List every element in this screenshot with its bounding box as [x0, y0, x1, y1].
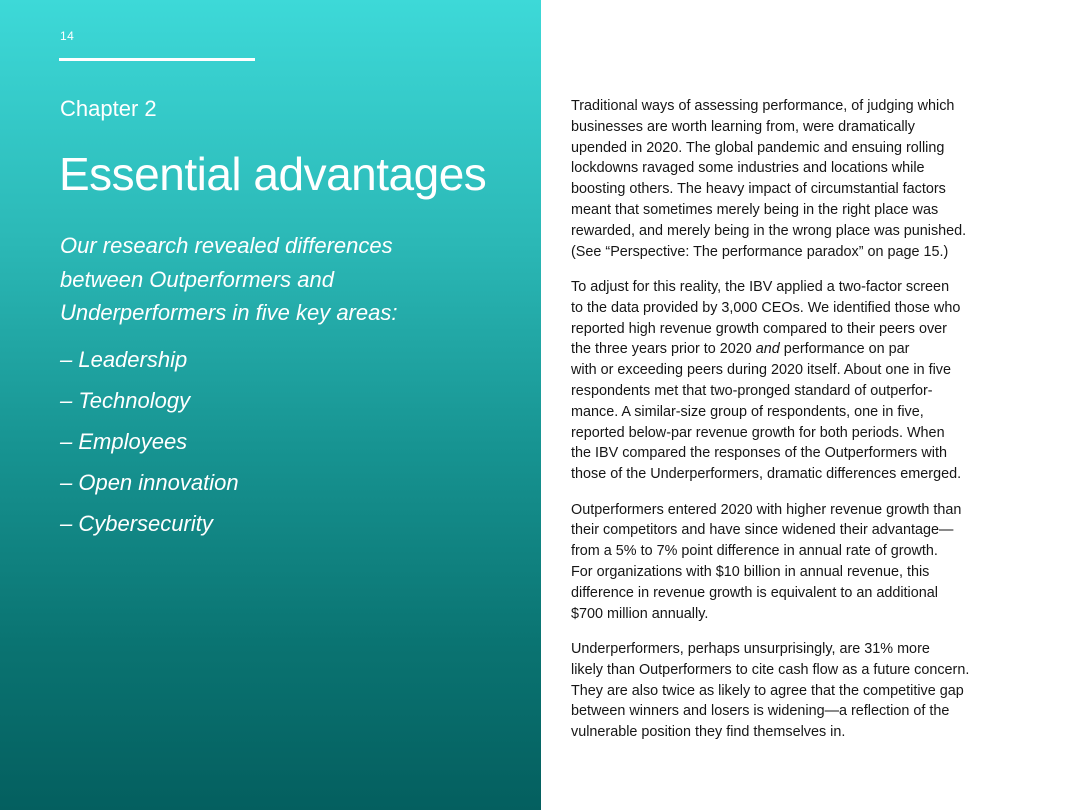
text-line: to the data provided by 3,000 CEOs. We identified those who	[571, 299, 961, 316]
text-line: Traditional ways of assessing performance, of judging which	[571, 98, 955, 114]
text-line: likely than Outperformers to cite cash flow as a future concern.	[571, 661, 970, 678]
intro-text	[60, 229, 397, 330]
text-line: reported high revenue growth compared to their peers over	[571, 320, 947, 337]
list-item: – Employees	[60, 429, 188, 454]
text-line: difference in revenue growth is equivalent to an additional	[571, 584, 938, 601]
text-line: lockdowns ravaged some industries and locations while	[571, 160, 925, 177]
list-item: – Leadership	[60, 347, 188, 372]
text-line: For organizations with $10 billion in annual revenue, this	[571, 563, 930, 580]
text-line: businesses are worth learning from, were dramatically	[571, 118, 915, 135]
text-line	[571, 339, 1031, 360]
list-item: – Technology	[60, 388, 191, 413]
text-line: rewarded, and merely being in the wrong place was punished.	[571, 222, 967, 239]
list-item: – Cybersecurity	[60, 511, 213, 536]
text-segment: the three years prior to 2020	[571, 341, 756, 358]
text-line: upended in 2020. The global pandemic and ensuing rolling	[571, 139, 945, 156]
list-item: – Open innovation	[60, 470, 239, 495]
text-line: (See “Perspective: The performance paradox” on page 15.)	[571, 243, 949, 260]
text-line: those of the Underperformers, dramatic differences emerged.	[571, 466, 962, 483]
text-line: from a 5% to 7% point difference in annual rate of growth.	[571, 543, 938, 560]
text-line: Outperformers entered 2020 with higher revenue growth than	[571, 501, 962, 518]
text-line: their competitors and have since widened their advantage—	[571, 522, 954, 539]
body-paragraph	[571, 500, 1031, 625]
body-paragraph	[571, 639, 1031, 743]
page-title: Essential advantages	[59, 148, 487, 200]
text-line: vulnerable position they find themselves in.	[571, 724, 846, 741]
intro-line: Our research revealed differences	[60, 233, 393, 258]
divider-rule	[59, 58, 255, 61]
text-line: $700 million annually.	[571, 605, 709, 622]
text-line: meant that sometimes merely being in the right place was	[571, 201, 939, 218]
text-line: reported below-par revenue growth for both periods. When	[571, 424, 945, 441]
body-paragraph	[571, 277, 1031, 485]
text-line: with or exceeding peers during 2020 itself. About one in five	[571, 362, 951, 379]
page-number: 14	[60, 29, 75, 43]
text-line: between winners and losers is widening—a reflection of the	[571, 703, 950, 720]
text-line: respondents met that two-pronged standard of outperfor-	[571, 382, 933, 399]
text-line: boosting others. The heavy impact of circumstantial factors	[571, 181, 946, 198]
text-line: To adjust for this reality, the IBV applied a two-factor screen	[571, 278, 950, 295]
intro-line: between Outperformers and	[60, 266, 334, 292]
text-line: Underperformers, perhaps unsurprisingly, are 31% more	[571, 640, 930, 657]
intro-line: Underperformers in five key areas:	[60, 300, 398, 325]
body-text	[571, 96, 1031, 757]
key-areas-list	[60, 343, 239, 548]
text-segment: performance on par	[779, 341, 910, 358]
emphasis-text: and	[755, 341, 780, 358]
body-paragraph	[571, 96, 1031, 262]
text-line: the IBV compared the responses of the Outperformers with	[571, 445, 947, 462]
chapter-label: Chapter 2	[60, 96, 157, 121]
text-line: mance. A similar-size group of respondents, one in five,	[571, 403, 924, 420]
text-line: They are also twice as likely to agree that the competitive gap	[571, 682, 964, 699]
